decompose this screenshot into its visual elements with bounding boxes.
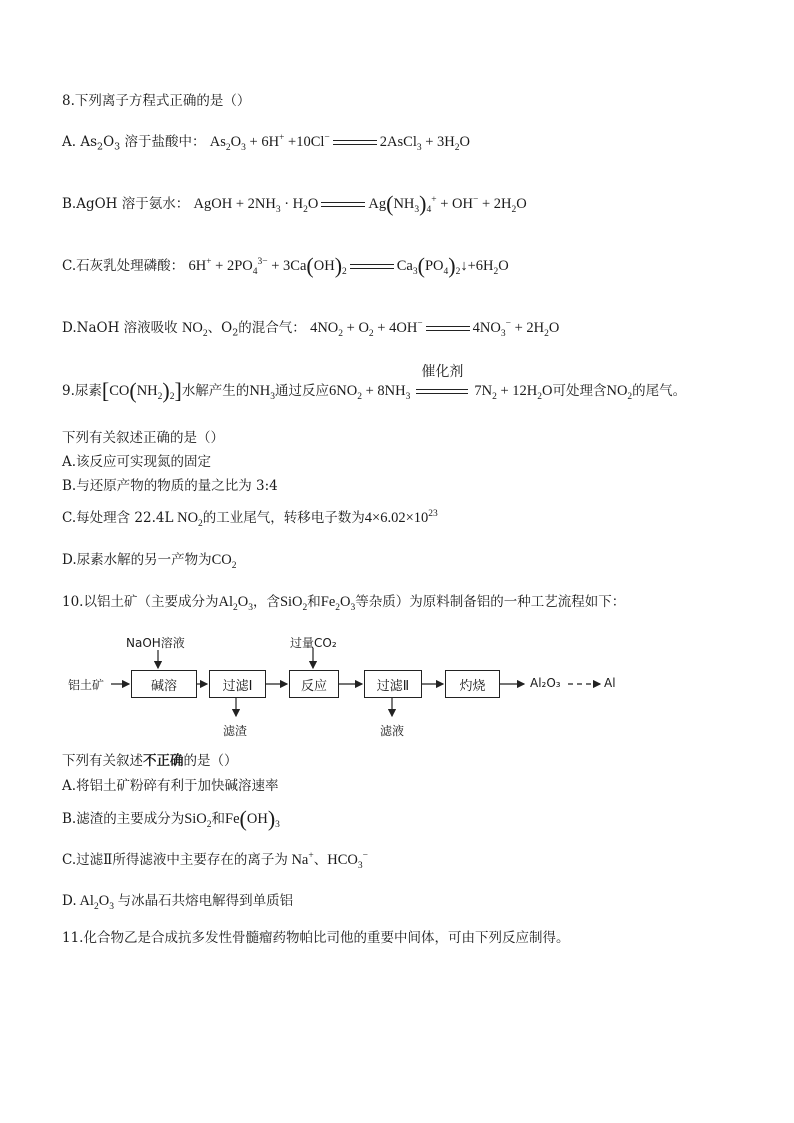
- flow-final-label: Al: [604, 676, 616, 690]
- q8-d-desc: 的混合气：: [238, 320, 306, 336]
- q9-option-c[interactable]: C.每处理含 22.4L $NO_2$的工业尾气，转移电子数为$4\times 6.02\times 10^{23}$: [62, 509, 438, 529]
- flow-box-reaction: 反应: [289, 670, 339, 698]
- q10-option-d[interactable]: D. $Al_2O_3$ 与冰晶石共熔电解得到单质铝: [62, 893, 294, 912]
- q9-sub-stem: 下列有关叙述正确的是（）: [62, 430, 224, 446]
- q8-stem: 8.下列离子方程式正确的是（）: [62, 93, 251, 109]
- q8-a-desc: 溶于盐酸中：: [124, 134, 206, 150]
- flow-ore-label: 铝土矿: [68, 678, 105, 692]
- flow-filtrate-label: 滤液: [380, 724, 405, 738]
- q8-a-label: A. As: [62, 134, 98, 150]
- q8-b-equation: AgOH + $2NH_3 \cdot H_2O$ $Ag(NH_3)_4^+ + OH^- + 2H_2O$: [193, 191, 527, 216]
- flow-box-calcine: 灼烧: [445, 670, 500, 698]
- q10-sub-stem: 下列有关叙述不正确的是（）: [62, 753, 238, 769]
- flow-product-label: Al₂O₃: [530, 676, 561, 690]
- q9-c-post: 的工业尾气，转移电子数为: [202, 510, 365, 526]
- q8-d-label: D.NaOH 溶液吸收: [62, 320, 178, 336]
- q8-option-a[interactable]: A. $As_2O_3$ 溶于盐酸中： $As_2O_3 + 6H^+ +10Cl^-$ 2AsCl$_3$ + $3H_2O$: [62, 133, 470, 153]
- flow-box-filter-1: 过滤Ⅰ: [209, 670, 266, 698]
- q8-c-equation: $6H^+ + 2PO_4^{3-} + 3Ca(OH)_2$ $Ca_3(PO_4)_2↓+6H_2O$: [188, 253, 509, 278]
- q8-c-label: C.石灰乳处理磷酸：: [62, 258, 185, 274]
- q9-option-d[interactable]: D.尿素水解的另一产物为$CO_2$: [62, 552, 237, 571]
- catalyst-arrow: 催化剂: [413, 383, 471, 401]
- q8-a-equation: $As_2O_3 + 6H^+ +10Cl^-$ 2AsCl$_3$ + $3H_2O$: [209, 133, 470, 153]
- q9-stem: 9.尿素$[CO(NH_2)_2]$水解产生的$NH_3$通过反应$6NO_2 + 8NH_3$ 催化剂 $7N_2 + 12H_2O$可处理含$NO_2$的尾气。: [62, 363, 687, 403]
- flow-box-filter-2: 过滤Ⅱ: [364, 670, 422, 698]
- q8-d-equation: $4NO_2 + O_2 + 4OH^-$ $4NO_3^- + 2H_2O$: [310, 319, 560, 339]
- q10-option-a[interactable]: A.将铝土矿粉碎有利于加快碱溶速率: [62, 778, 279, 794]
- q10-c-sep: 、: [313, 852, 328, 868]
- q9-d-text: D.尿素水解的另一产物为: [62, 552, 212, 568]
- flow-co2-label: 过量CO₂: [290, 636, 337, 650]
- q10-b-pre: B.滤渣的主要成分为: [62, 811, 185, 827]
- flow-naoh-label: NaOH溶液: [126, 636, 185, 650]
- q9-c-pre: C.每处理含 22.4L: [62, 510, 174, 526]
- q10-c-pre: C.过滤Ⅱ所得滤液中主要存在的离子为: [62, 852, 288, 868]
- q10-option-b[interactable]: B.滤渣的主要成分为SiO$_2$和$Fe(OH)_3$: [62, 806, 280, 831]
- q10-d-post: 与冰晶石共熔电解得到单质铝: [117, 893, 294, 909]
- q8-b-label: B.AgOH 溶于氨水：: [62, 196, 190, 212]
- q9-option-b[interactable]: B.与还原产物的物质的量之比为 3:4: [62, 478, 278, 494]
- q10-d-pre: D.: [62, 893, 77, 909]
- q11-stem: 11.化合物乙是合成抗多发性骨髓瘤药物帕比司他的重要中间体，可由下列反应制得。: [62, 930, 570, 946]
- flow-box-alkali-dissolve: 碱溶: [131, 670, 197, 698]
- flow-residue-label: 滤渣: [223, 724, 248, 738]
- q10-option-c[interactable]: C.过滤Ⅱ所得滤液中主要存在的离子为 Na+、$HCO_3^-$: [62, 851, 368, 871]
- q10-stem: 10.以铝土矿（主要成分为$Al_2O_3$，含SiO$_2$和$Fe_2O_3$等杂质）为原料制备铝的一种工艺流程如下：: [62, 594, 626, 613]
- q10-b-and: 和: [211, 811, 226, 827]
- q9-option-a[interactable]: A.该反应可实现氮的固定: [62, 454, 212, 470]
- q8-option-d[interactable]: D.NaOH 溶液吸收 $NO_2$、$O_2$的混合气： $4NO_2 + O_2 + 4OH^-$ $4NO_3^- + 2H_2O$: [62, 319, 560, 339]
